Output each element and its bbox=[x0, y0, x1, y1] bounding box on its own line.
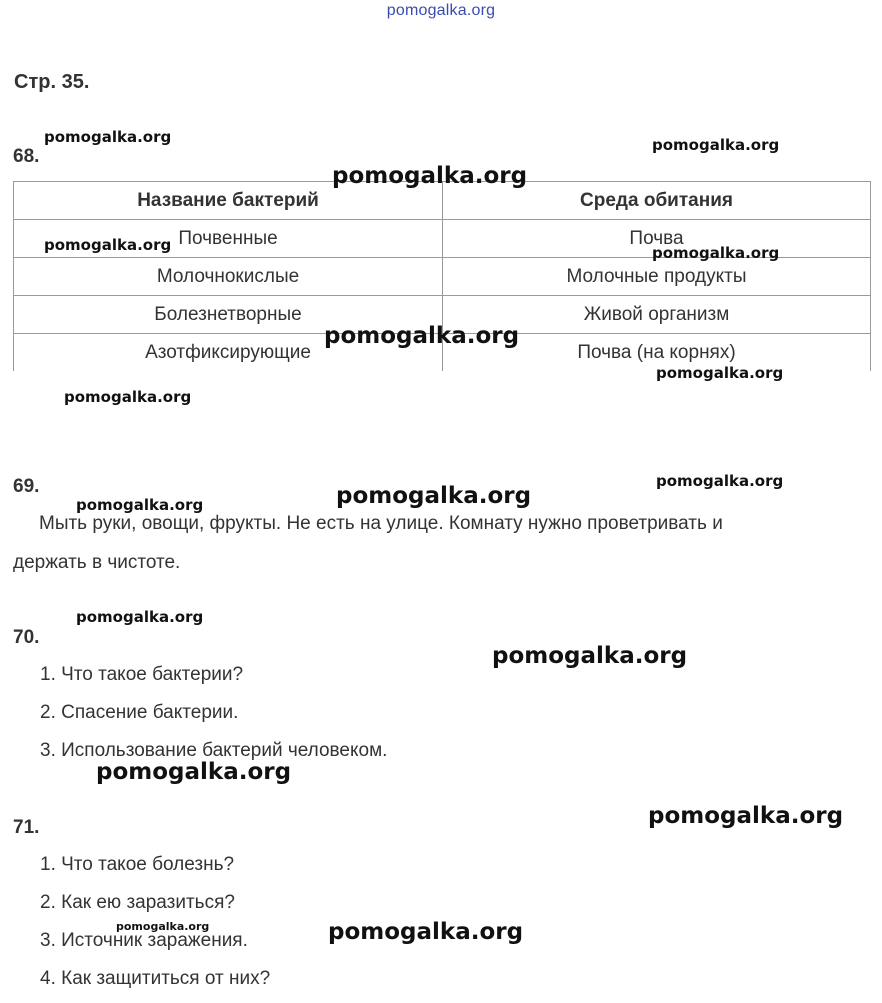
task-71-number: 71. bbox=[13, 817, 40, 838]
task-68-number: 68. bbox=[13, 146, 40, 167]
list-item: 4. Как защититься от них? bbox=[40, 968, 271, 989]
task-69-line-1: Мыть руки, овощи, фрукты. Не есть на улице. Комнату нужно проветривать и bbox=[39, 513, 723, 534]
list-item: 2. Спасение бактерии. bbox=[40, 702, 239, 723]
watermark: pomogalka.org bbox=[656, 472, 784, 490]
cell-bacteria: Молочнокислые bbox=[14, 258, 443, 296]
list-item: 1. Что такое бактерии? bbox=[40, 664, 244, 685]
cell-bacteria: Азотфиксирующие bbox=[14, 334, 443, 372]
watermark: pomogalka.org bbox=[652, 136, 780, 154]
cell-habitat: Молочные продукты bbox=[443, 258, 871, 296]
header-habitat: Среда обитания bbox=[443, 182, 871, 220]
list-item: 2. Как ею заразиться? bbox=[40, 892, 235, 913]
cell-bacteria: Болезнетворные bbox=[14, 296, 443, 334]
watermark: pomogalka.org bbox=[492, 643, 688, 669]
watermark: pomogalka.org bbox=[648, 803, 844, 829]
watermark: pomogalka.org bbox=[76, 608, 204, 626]
watermark: pomogalka.org bbox=[76, 496, 204, 514]
cell-bacteria: Почвенные bbox=[14, 220, 443, 258]
site-link[interactable]: pomogalka.org bbox=[386, 2, 496, 19]
watermark: pomogalka.org bbox=[116, 920, 210, 933]
header-bacteria-name: Название бактерий bbox=[14, 182, 443, 220]
watermark: pomogalka.org bbox=[336, 483, 532, 509]
watermark: pomogalka.org bbox=[64, 388, 192, 406]
page-heading: Стр. 35. bbox=[14, 71, 90, 93]
watermark: pomogalka.org bbox=[652, 244, 780, 262]
watermark: pomogalka.org bbox=[44, 128, 172, 146]
watermark: pomogalka.org bbox=[332, 163, 528, 189]
watermark: pomogalka.org bbox=[96, 759, 292, 785]
task-69-number: 69. bbox=[13, 476, 40, 497]
watermark: pomogalka.org bbox=[656, 364, 784, 382]
watermark: pomogalka.org bbox=[44, 236, 172, 254]
list-item: 3. Использование бактерий человеком. bbox=[40, 740, 388, 761]
watermark: pomogalka.org bbox=[328, 919, 524, 945]
list-item: 1. Что такое болезнь? bbox=[40, 854, 235, 875]
cell-habitat: Почва (на корнях) bbox=[443, 334, 871, 372]
task-70-number: 70. bbox=[13, 627, 40, 648]
watermark: pomogalka.org bbox=[324, 323, 520, 349]
cell-habitat: Живой организм bbox=[443, 296, 871, 334]
list-item: 3. Источник заражения. bbox=[40, 930, 248, 951]
cell-habitat: Почва bbox=[443, 220, 871, 258]
task-69-line-2: держать в чистоте. bbox=[13, 552, 181, 573]
table-row bbox=[14, 258, 871, 296]
